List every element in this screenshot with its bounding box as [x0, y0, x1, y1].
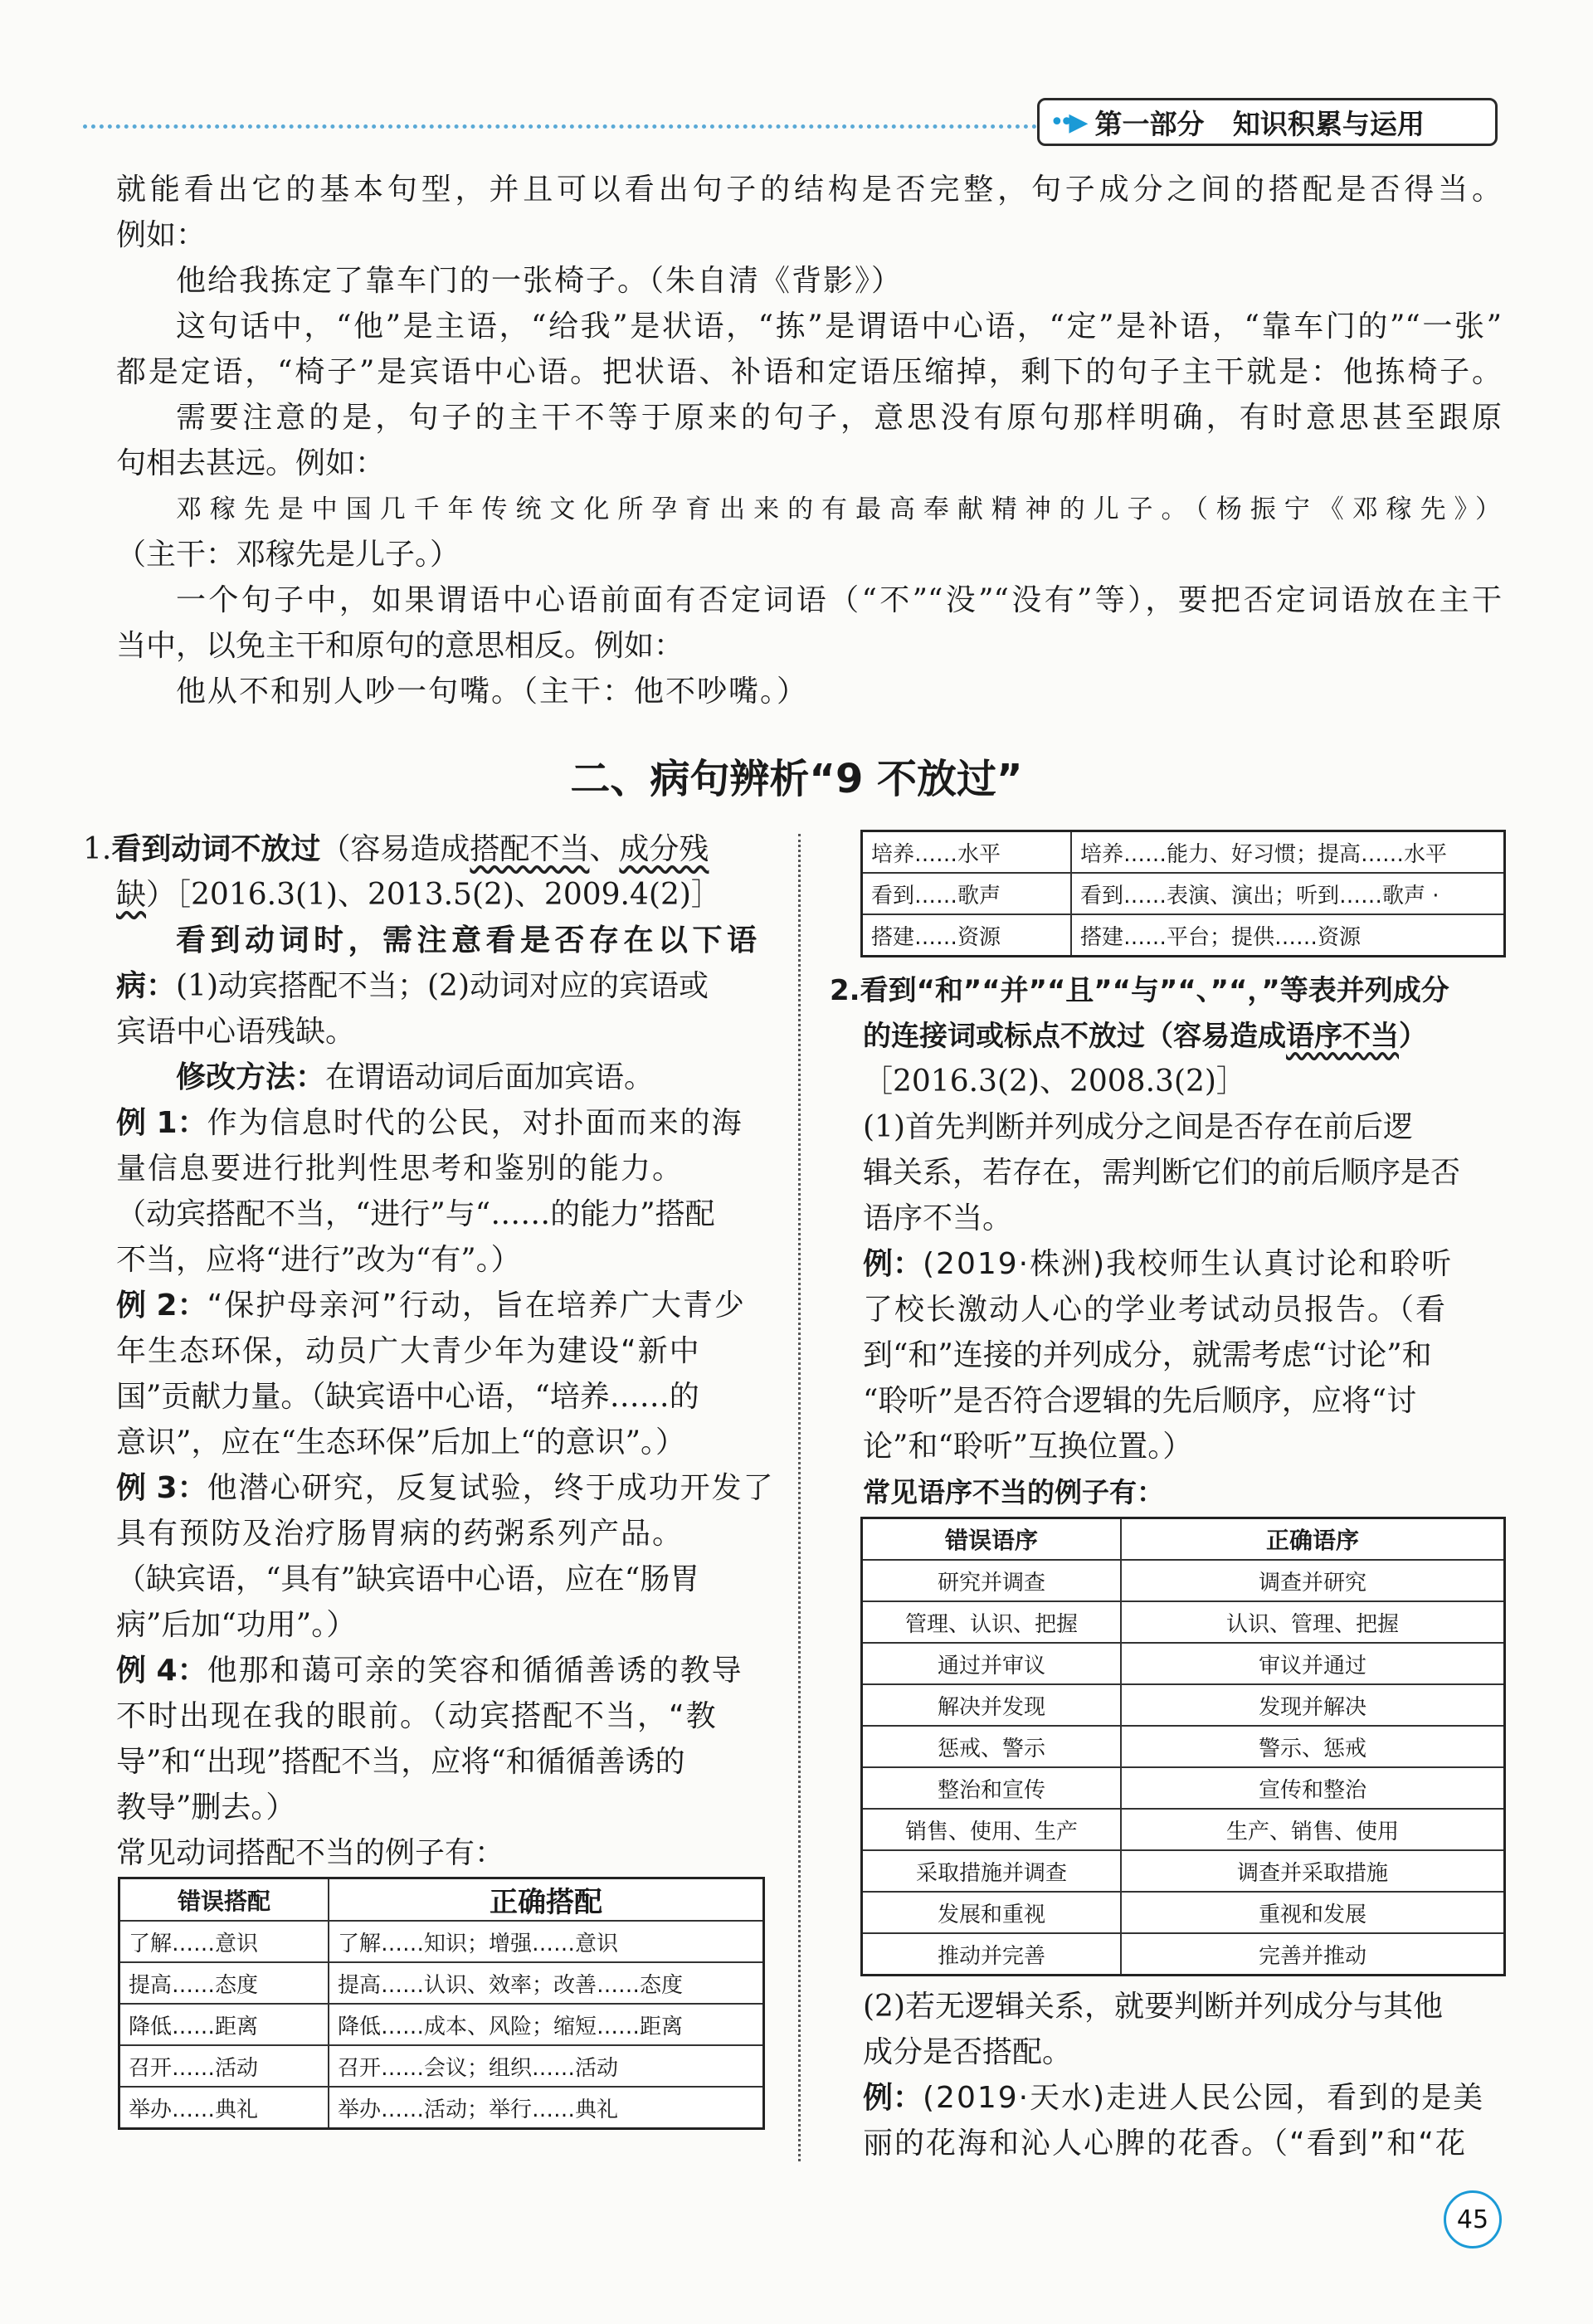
table-row [119, 2045, 764, 2087]
table-cell: 研究并调查 [862, 1560, 1122, 1601]
explanation: 教导”删去。） [116, 1791, 296, 1825]
intro-line: 当中，以免主干和原句的意思相反。例如： [116, 629, 684, 663]
rule-text: 看到动词时，需注意看是否存在以下语 [176, 923, 757, 957]
table-cell: 调查并研究 [1121, 1560, 1505, 1601]
intro-line: （主干：邓稼先是儿子。） [116, 538, 460, 572]
page-number: 45 [1444, 2190, 1502, 2248]
rule-note: 、 [589, 832, 620, 866]
explanation: 意识”，应在“生态环保”后加上“的意识”。） [116, 1425, 686, 1459]
example-sentence: 邓稼先是中国几千年传统文化所孕育出来的有最高奉献精神的儿子。（杨振宁《邓稼先》） [176, 495, 1502, 524]
table-cell: 举办……活动；举行……典礼 [329, 2087, 764, 2129]
table-cell: 举办……典礼 [119, 2087, 329, 2129]
table-row [862, 1684, 1505, 1726]
rule-text: (2)若无逻辑关系，就要判断并列成分与其他 [863, 1990, 1443, 2024]
example-label: 例： [863, 2081, 923, 2115]
explanation: 论”和“聆听”互换位置。） [863, 1430, 1193, 1464]
example-text: 了校长激动人心的学业考试动员报告。（看 [863, 1293, 1448, 1327]
table-cell: 销售、使用、生产 [862, 1809, 1122, 1850]
table-row [862, 1933, 1505, 1976]
explanation: “聆听”是否符合逻辑的先后顺序，应将“讨 [863, 1384, 1417, 1418]
example-text: “保护母亲河”行动，旨在培养广大青少 [207, 1289, 746, 1323]
table-cell: 整治和宣传 [862, 1767, 1122, 1809]
table-cell: 搭建……资源 [862, 914, 1072, 957]
rule-label: 病： [116, 969, 177, 1003]
table-cell: 审议并通过 [1121, 1643, 1505, 1684]
rule-note: （容易造成 [320, 832, 470, 866]
table-cell: 调查并采取措施 [1121, 1850, 1505, 1892]
example-label: 例 4： [116, 1654, 207, 1688]
table-cell: 解决并发现 [862, 1684, 1122, 1726]
table-header-row [119, 1878, 764, 1922]
example-sentence: 他给我拣定了靠车门的一张椅子。（朱自清《背影》） [176, 264, 904, 298]
example-5 [863, 1245, 1453, 1284]
table-cell: 召开……活动 [119, 2045, 329, 2087]
table-row [862, 1850, 1505, 1892]
example-2 [116, 1286, 746, 1326]
table-cell: 搭建……平台；提供……资源 [1071, 914, 1505, 957]
rule-text-body: (1)动宾搭配不当；(2)动词对应的宾语或 [176, 969, 709, 1003]
table-row [862, 1809, 1505, 1850]
example-text: 具有预防及治疗肠胃病的药粥系列产品。 [116, 1517, 684, 1551]
table-cell: 宣传和整治 [1121, 1767, 1505, 1809]
table-cell: 管理、认识、把握 [862, 1601, 1122, 1643]
table-cell: 降低……距离 [119, 2004, 329, 2045]
item-number: 1. [83, 832, 112, 866]
explanation: （动宾搭配不当，“进行”与“……的能力”搭配 [116, 1197, 715, 1231]
exam-refs: ［2016.3(2)、2008.3(2)］ [863, 1065, 1246, 1099]
table-cell: 推动并完善 [862, 1933, 1122, 1976]
rule-title: 看到动词不放过 [111, 832, 321, 866]
example-text: 他那和蔼可亲的笑容和循循善诱的教导 [207, 1654, 743, 1688]
explanation: （缺宾语，“具有”缺宾语中心语，应在“肠胃 [116, 1562, 700, 1596]
fix-label: 修改方法： [176, 1060, 326, 1094]
table-row [862, 1726, 1505, 1767]
example-text: 他潜心研究，反复试验，终于成功开发了 [207, 1471, 775, 1505]
exam-refs: ）［2016.3(1)、2013.5(2)、2009.4(2)］ [146, 878, 721, 912]
wavy-term: 成分残 [619, 832, 709, 866]
rule-text: 宾语中心语残缺。 [116, 1015, 356, 1049]
example-text: 年生态环保，动员广大青少年为建设“新中 [116, 1334, 701, 1368]
table-row [119, 2087, 764, 2129]
fix-text: 在谓语动词后面加宾语。 [325, 1060, 655, 1094]
table-cell: 完善并推动 [1121, 1933, 1505, 1976]
table-cell: 看到……歌声 [862, 873, 1072, 914]
rule-text: 语序不当。 [863, 1201, 1013, 1235]
wavy-term: 语序不当 [1286, 1020, 1399, 1053]
fix-method [176, 1058, 654, 1098]
table-cell: 提高……态度 [119, 1962, 329, 2004]
rule-text: 辑关系，若存在，需判断它们的前后顺序是否 [863, 1156, 1461, 1190]
chapter-header-badge [1037, 98, 1498, 146]
intro-line: 例如： [116, 218, 207, 252]
explanation: 导”和“出现”搭配不当，应将“和循循善诱的 [116, 1745, 685, 1779]
intro-line: 一个句子中，如果谓语中心语前面有否定词语（“不”“没”“没有”等），要把否定词语放在主干 [176, 583, 1502, 617]
table-caption: 常见语序不当的例子有： [863, 1476, 1164, 1508]
table-cell: 培养……能力、好习惯；提高……水平 [1071, 831, 1505, 874]
example-6 [863, 2078, 1484, 2118]
rule-heading-1 [83, 830, 763, 870]
example-3 [116, 1469, 775, 1508]
wavy-term: 搭配不当 [470, 832, 590, 866]
column-divider [798, 834, 801, 2161]
table-row [119, 2004, 764, 2045]
explanation: 病”后加“功用”。） [116, 1608, 357, 1642]
table-row [862, 1560, 1505, 1601]
rule-text: 成分是否搭配。 [863, 2035, 1073, 2069]
table-cell: 通过并审议 [862, 1643, 1122, 1684]
intro-line: 就能看出它的基本句型，并且可以看出句子的结构是否完整，句子成分之间的搭配是否得当。 [116, 173, 1502, 207]
example-text: 不时出现在我的眼前。（动宾搭配不当，“教 [116, 1699, 718, 1733]
intro-line: 这句话中，“他”是主语，“给我”是状语，“拣”是谓语中心语，“定”是补语，“靠车门的”“一张” [176, 309, 1502, 343]
example-text: 作为信息时代的公民，对扑面而来的海 [207, 1106, 743, 1140]
table-row [862, 914, 1505, 957]
example-label: 例 2： [116, 1289, 207, 1323]
intro-line: 都是定语，“椅子”是宾语中心语。把状语、补语和定语压缩掉，剩下的句子主干就是：他拣椅子。 [116, 355, 1502, 389]
table-caption: 常见动词搭配不当的例子有： [116, 1836, 505, 1870]
table-cell: 召开……会议；组织……活动 [329, 2045, 764, 2087]
table-cell: 发现并解决 [1121, 1684, 1505, 1726]
table-cell: 了解……意识 [119, 1921, 329, 1962]
table-cell: 降低……成本、风险；缩短……距离 [329, 2004, 764, 2045]
example-text: 丽的花海和沁人心脾的花香。（“看到”和“花 [863, 2127, 1467, 2161]
rule-heading-2-cont [863, 1016, 1427, 1056]
intro-line: 句相去甚远。例如： [116, 446, 386, 480]
table-cell: 采取措施并调查 [862, 1850, 1122, 1892]
rule-text: (1)首先判断并列成分之间是否存在前后逻 [863, 1110, 1413, 1144]
table-cell: 了解……知识；增强……意识 [329, 1921, 764, 1962]
table-cell: 发展和重视 [862, 1892, 1122, 1933]
example-1 [116, 1104, 743, 1143]
explanation: 国”贡献力量。（缺宾语中心语，“培养……的 [116, 1380, 699, 1414]
table-row [862, 873, 1505, 914]
example-label: 例 3： [116, 1471, 207, 1505]
table-cell: 警示、惩戒 [1121, 1726, 1505, 1767]
table-cell: 培养……水平 [862, 831, 1072, 874]
table-row [119, 1921, 764, 1962]
explanation: 到“和”连接的并列成分，就需考虑“讨论”和 [863, 1338, 1432, 1372]
section-title: 二、病句辨析“9 不放过” [570, 756, 1023, 802]
example-sentence: 他从不和别人吵一句嘴。（主干：他不吵嘴。） [176, 675, 809, 709]
table-row [862, 1643, 1505, 1684]
table-cell: 认识、管理、把握 [1121, 1601, 1505, 1643]
example-label: 例： [863, 1247, 923, 1281]
table-row [119, 1962, 764, 2004]
rule-heading-1-cont [116, 875, 721, 915]
table-cell: 提高……认识、效率；改善……态度 [329, 1962, 764, 2004]
table-cell: 看到……表演、演出；听到……歌声 · [1071, 873, 1505, 914]
verb-collocation-table [118, 1877, 765, 2130]
chapter-title: 第一部分 知识积累与运用 [1094, 107, 1425, 140]
rule-heading-2: 2.看到“和”“并”“且”“与”“、”“，”等表并列成分 [830, 974, 1449, 1007]
table-header-row [862, 1518, 1505, 1561]
header-dotted-rule [83, 124, 1037, 129]
table-cell: 生产、销售、使用 [1121, 1809, 1505, 1850]
table-row [862, 1767, 1505, 1809]
wavy-term: 缺 [116, 878, 147, 912]
intro-line: 需要注意的是，句子的主干不等于原来的句子，意思没有原句那样明确，有时意思甚至跟原 [176, 401, 1502, 435]
arrow-icon: ••▶ [1050, 107, 1084, 137]
example-label: 例 1： [116, 1106, 207, 1140]
verb-collocation-table-cont [860, 830, 1506, 957]
explanation: 不当，应将“进行”改为“有”。） [116, 1243, 521, 1277]
word-order-table [860, 1517, 1506, 1976]
column-header: 错误搭配 [119, 1878, 329, 1922]
example-text: (2019·天水)走进人民公园，看到的是美 [923, 2081, 1485, 2115]
table-row [862, 1601, 1505, 1643]
example-4 [116, 1651, 743, 1691]
column-header: 正确搭配 [329, 1878, 764, 1922]
table-cell: 重视和发展 [1121, 1892, 1505, 1933]
rule-text [116, 967, 709, 1006]
rule-title: 的连接词或标点不放过（容易造成 [863, 1020, 1286, 1053]
table-row [862, 1892, 1505, 1933]
rule-title: ） [1399, 1020, 1427, 1053]
column-header: 错误语序 [862, 1518, 1122, 1561]
column-header: 正确语序 [1121, 1518, 1505, 1561]
example-text: 量信息要进行批判性思考和鉴别的能力。 [116, 1152, 684, 1186]
example-text: (2019·株洲)我校师生认真讨论和聆听 [923, 1247, 1454, 1281]
table-cell: 惩戒、警示 [862, 1726, 1122, 1767]
table-row [862, 831, 1505, 874]
